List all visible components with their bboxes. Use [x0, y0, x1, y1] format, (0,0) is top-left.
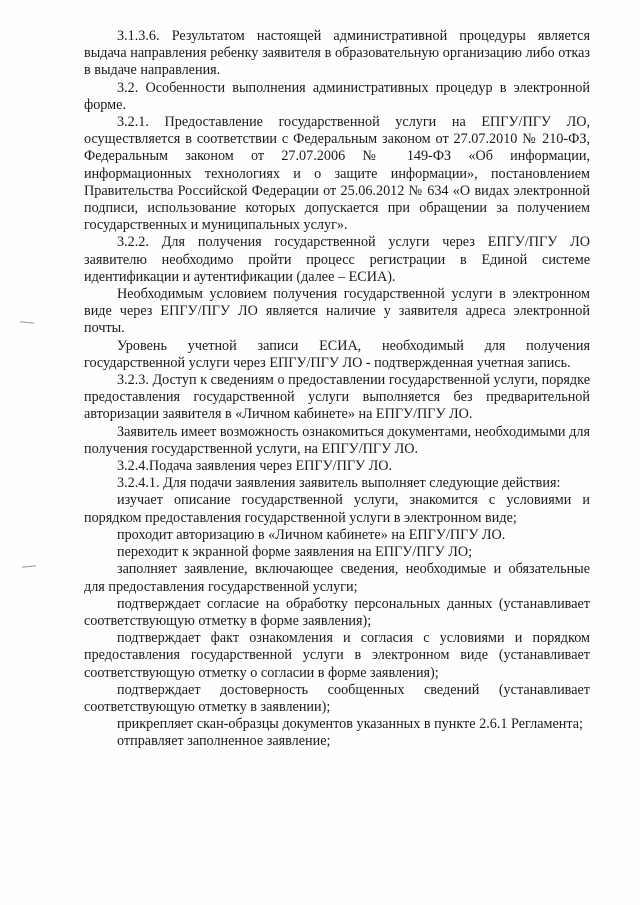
- paragraph: 3.2.3. Доступ к сведениям о предоставлении государственной услуги, порядке предоставления государственной услуги выполняется без предварительной авторизации заявителя в «Личном кабинете» на ЕПГУ/ПГУ ЛО.: [84, 372, 590, 423]
- paragraph: Уровень учетной записи ЕСИА, необходимый для получения государственной услуги через ЕПГУ/ПГУ ЛО - подтвержденная учетная запись.: [84, 337, 590, 371]
- paragraph: подтверждает факт ознакомления и согласия с условиями и порядком предоставления государственной услуги в электронном виде (устанавливает соответствующую отметку о согласии в форме заявления);: [84, 630, 590, 681]
- paragraph: Заявитель имеет возможность ознакомиться документами, необходимыми для получения государственной услуги, на ЕПГУ/ПГУ ЛО.: [84, 423, 590, 457]
- paragraph: 3.2.4.1. Для подачи заявления заявитель выполняет следующие действия:: [117, 475, 561, 492]
- paragraph: 3.2.1. Предоставление государственной услуги на ЕПГУ/ПГУ ЛО, осуществляется в соответствии с Федеральным законом от 27.07.2010 № 210-ФЗ, Федеральным законом от 27.07.2006 № 149-ФЗ «Об информации, информационных технологиях и о защите информации», постановлением Правительства Российской Федерации от 25.06.2012 № 634 «О видах электронной подписи, использование которых допускается при обращении за получением государственных и муниципальных услуг».: [84, 114, 590, 234]
- paragraph: Необходимым условием получения государственной услуги в электронном виде через ЕПГУ/ПГУ ЛО является наличие у заявителя адреса электронной почты.: [84, 286, 590, 337]
- paragraph: 3.2.2. Для получения государственной услуги через ЕПГУ/ПГУ ЛО заявителю необходимо пройти процесс регистрации в Единой системе идентификации и аутентификации (далее – ЕСИА).: [84, 234, 590, 285]
- document-body: [84, 28, 590, 751]
- paragraph: прикрепляет скан-образцы документов указанных в пункте 2.6.1 Регламента;: [117, 716, 583, 733]
- paragraph: 3.2. Особенности выполнения административных процедур в электронной форме.: [84, 79, 590, 113]
- paragraph: переходит к экранной форме заявления на ЕПГУ/ПГУ ЛО;: [117, 544, 473, 561]
- paragraph: отправляет заполненное заявление;: [117, 733, 331, 750]
- paragraph: подтверждает согласие на обработку персональных данных (устанавливает соответствующую отметку в форме заявления);: [84, 595, 590, 629]
- paragraph: проходит авторизацию в «Личном кабинете» на ЕПГУ/ПГУ ЛО.: [117, 526, 506, 543]
- paragraph: заполняет заявление, включающее сведения, необходимые и обязательные для предоставления государственной услуги;: [84, 561, 590, 595]
- paragraph: 3.1.3.6. Результатом настоящей административной процедуры является выдача направления ребенку заявителя в образовательную организацию либо отказ в выдаче направления.: [84, 28, 590, 79]
- margin-mark: [22, 565, 36, 567]
- margin-mark: [20, 321, 34, 323]
- paragraph: 3.2.4.Подача заявления через ЕПГУ/ПГУ ЛО.: [117, 458, 393, 475]
- paragraph: изучает описание государственной услуги, знакомится с условиями и порядком предоставления государственной услуги в электронном виде;: [84, 492, 590, 526]
- paragraph: подтверждает достоверность сообщенных сведений (устанавливает соответствующую отметку в заявлении);: [84, 681, 590, 715]
